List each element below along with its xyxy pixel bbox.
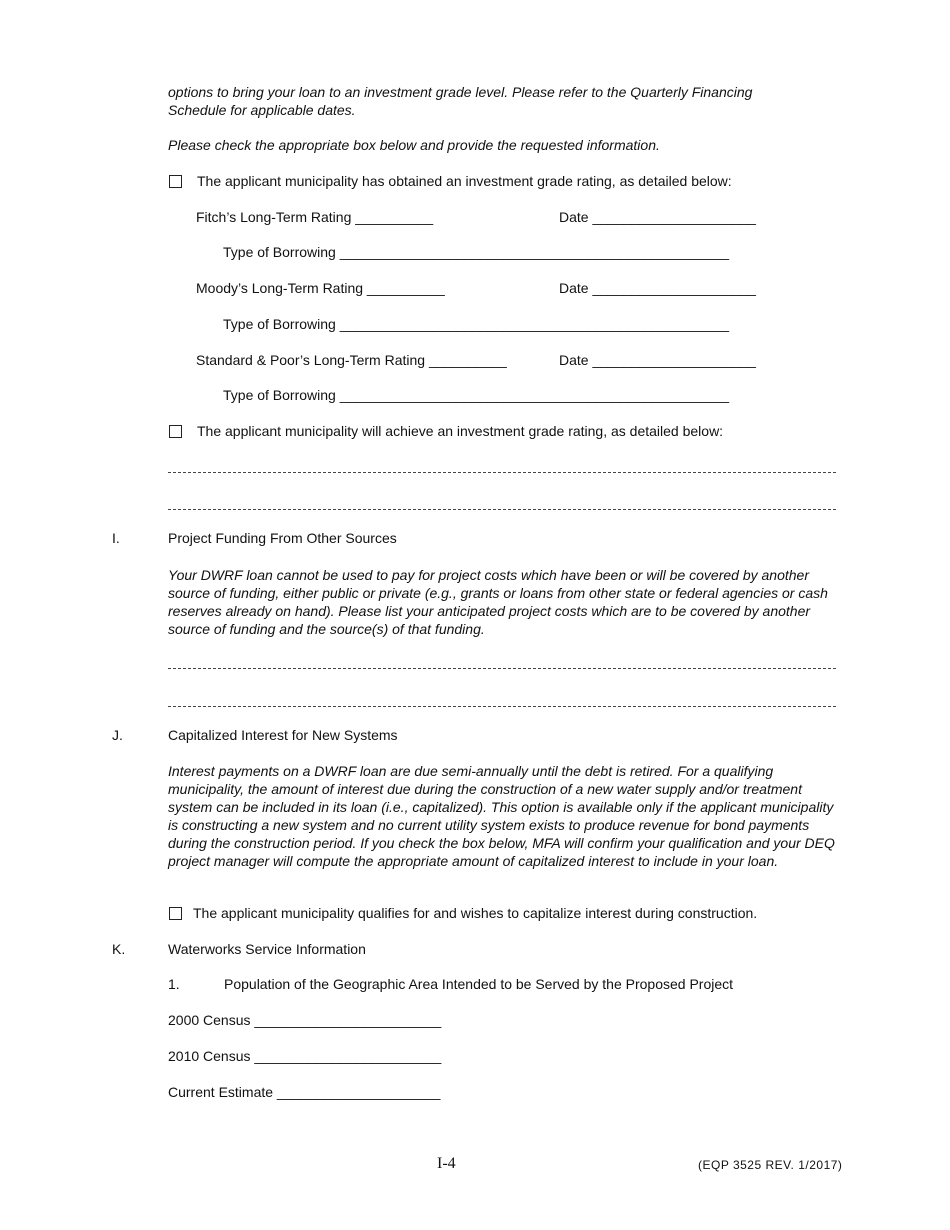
- section-i-blank-line-1[interactable]: [168, 668, 836, 669]
- capitalize-interest-label: The applicant municipality qualifies for and wishes to capitalize interest during construction.: [193, 905, 758, 921]
- section-j-letter: J.: [112, 727, 123, 743]
- fitch-borrowing-field[interactable]: Type of Borrowing __________________________________________________: [223, 244, 730, 260]
- moodys-borrowing-field[interactable]: Type of Borrowing __________________________________________________: [223, 316, 730, 332]
- intro-line-2: Schedule for applicable dates.: [168, 102, 356, 118]
- will-achieve-blank-line-2[interactable]: [168, 509, 836, 510]
- moodys-date-field[interactable]: Date _____________________: [559, 280, 756, 296]
- will-achieve-blank-line-1[interactable]: [168, 472, 836, 473]
- form-id: (EQP 3525 REV. 1/2017): [698, 1158, 843, 1172]
- fitch-date-field[interactable]: Date _____________________: [559, 209, 756, 225]
- census-2010-field[interactable]: 2010 Census ________________________: [168, 1048, 442, 1064]
- population-item-number: 1.: [168, 976, 180, 992]
- section-i-blank-line-2[interactable]: [168, 706, 836, 707]
- will-achieve-rating-label: The applicant municipality will achieve an investment grade rating, as detailed below:: [197, 423, 724, 439]
- section-j-body: Interest payments on a DWRF loan are due semi-annually until the debt is retired. For a qualifying municipality, the amount of interest due during the construction of a new water supply and/or treatment system can be included in its loan (i.e., capitalized). This option is available only if the applicant municipality is constructing a new system and no current utility system exists to produce revenue for bond payments during the construction period. If you check the box below, MFA will confirm your qualification and your DEQ project manager will compute the appropriate amount of capitalized interest to include in your loan.: [168, 763, 835, 869]
- section-i-body: Your DWRF loan cannot be used to pay for project costs which have been or will be covered by another source of funding, either public or private (e.g., grants or loans from other state or federal agencies or cash reserves already on hand). Please list your anticipated project costs which are to be covered by another source of funding and the source(s) of that funding.: [168, 567, 828, 637]
- obtained-rating-label: The applicant municipality has obtained an investment grade rating, as detailed below:: [197, 173, 732, 189]
- section-k-title: Waterworks Service Information: [168, 941, 366, 957]
- moodys-rating-field[interactable]: Moody’s Long-Term Rating __________: [196, 280, 445, 296]
- instruction-text: Please check the appropriate box below and provide the requested information.: [168, 137, 660, 153]
- capitalize-interest-checkbox[interactable]: [169, 907, 182, 920]
- obtained-rating-checkbox[interactable]: [169, 175, 182, 188]
- sp-date-field[interactable]: Date _____________________: [559, 352, 756, 368]
- current-estimate-field[interactable]: Current Estimate _____________________: [168, 1084, 441, 1100]
- census-2000-field[interactable]: 2000 Census ________________________: [168, 1012, 442, 1028]
- section-i-letter: I.: [112, 530, 120, 546]
- population-item-label: Population of the Geographic Area Intended to be Served by the Proposed Project: [224, 976, 734, 992]
- sp-borrowing-field[interactable]: Type of Borrowing __________________________________________________: [223, 387, 730, 403]
- section-i-title: Project Funding From Other Sources: [168, 530, 397, 546]
- intro-line-1: options to bring your loan to an investment grade level. Please refer to the Quarterly Financing: [168, 84, 753, 100]
- sp-rating-field[interactable]: Standard & Poor’s Long-Term Rating __________: [196, 352, 507, 368]
- section-k-letter: K.: [112, 941, 126, 957]
- fitch-rating-field[interactable]: Fitch’s Long-Term Rating __________: [196, 209, 434, 225]
- section-j-title: Capitalized Interest for New Systems: [168, 727, 398, 743]
- page-number: I-4: [437, 1155, 456, 1172]
- will-achieve-rating-checkbox[interactable]: [169, 425, 182, 438]
